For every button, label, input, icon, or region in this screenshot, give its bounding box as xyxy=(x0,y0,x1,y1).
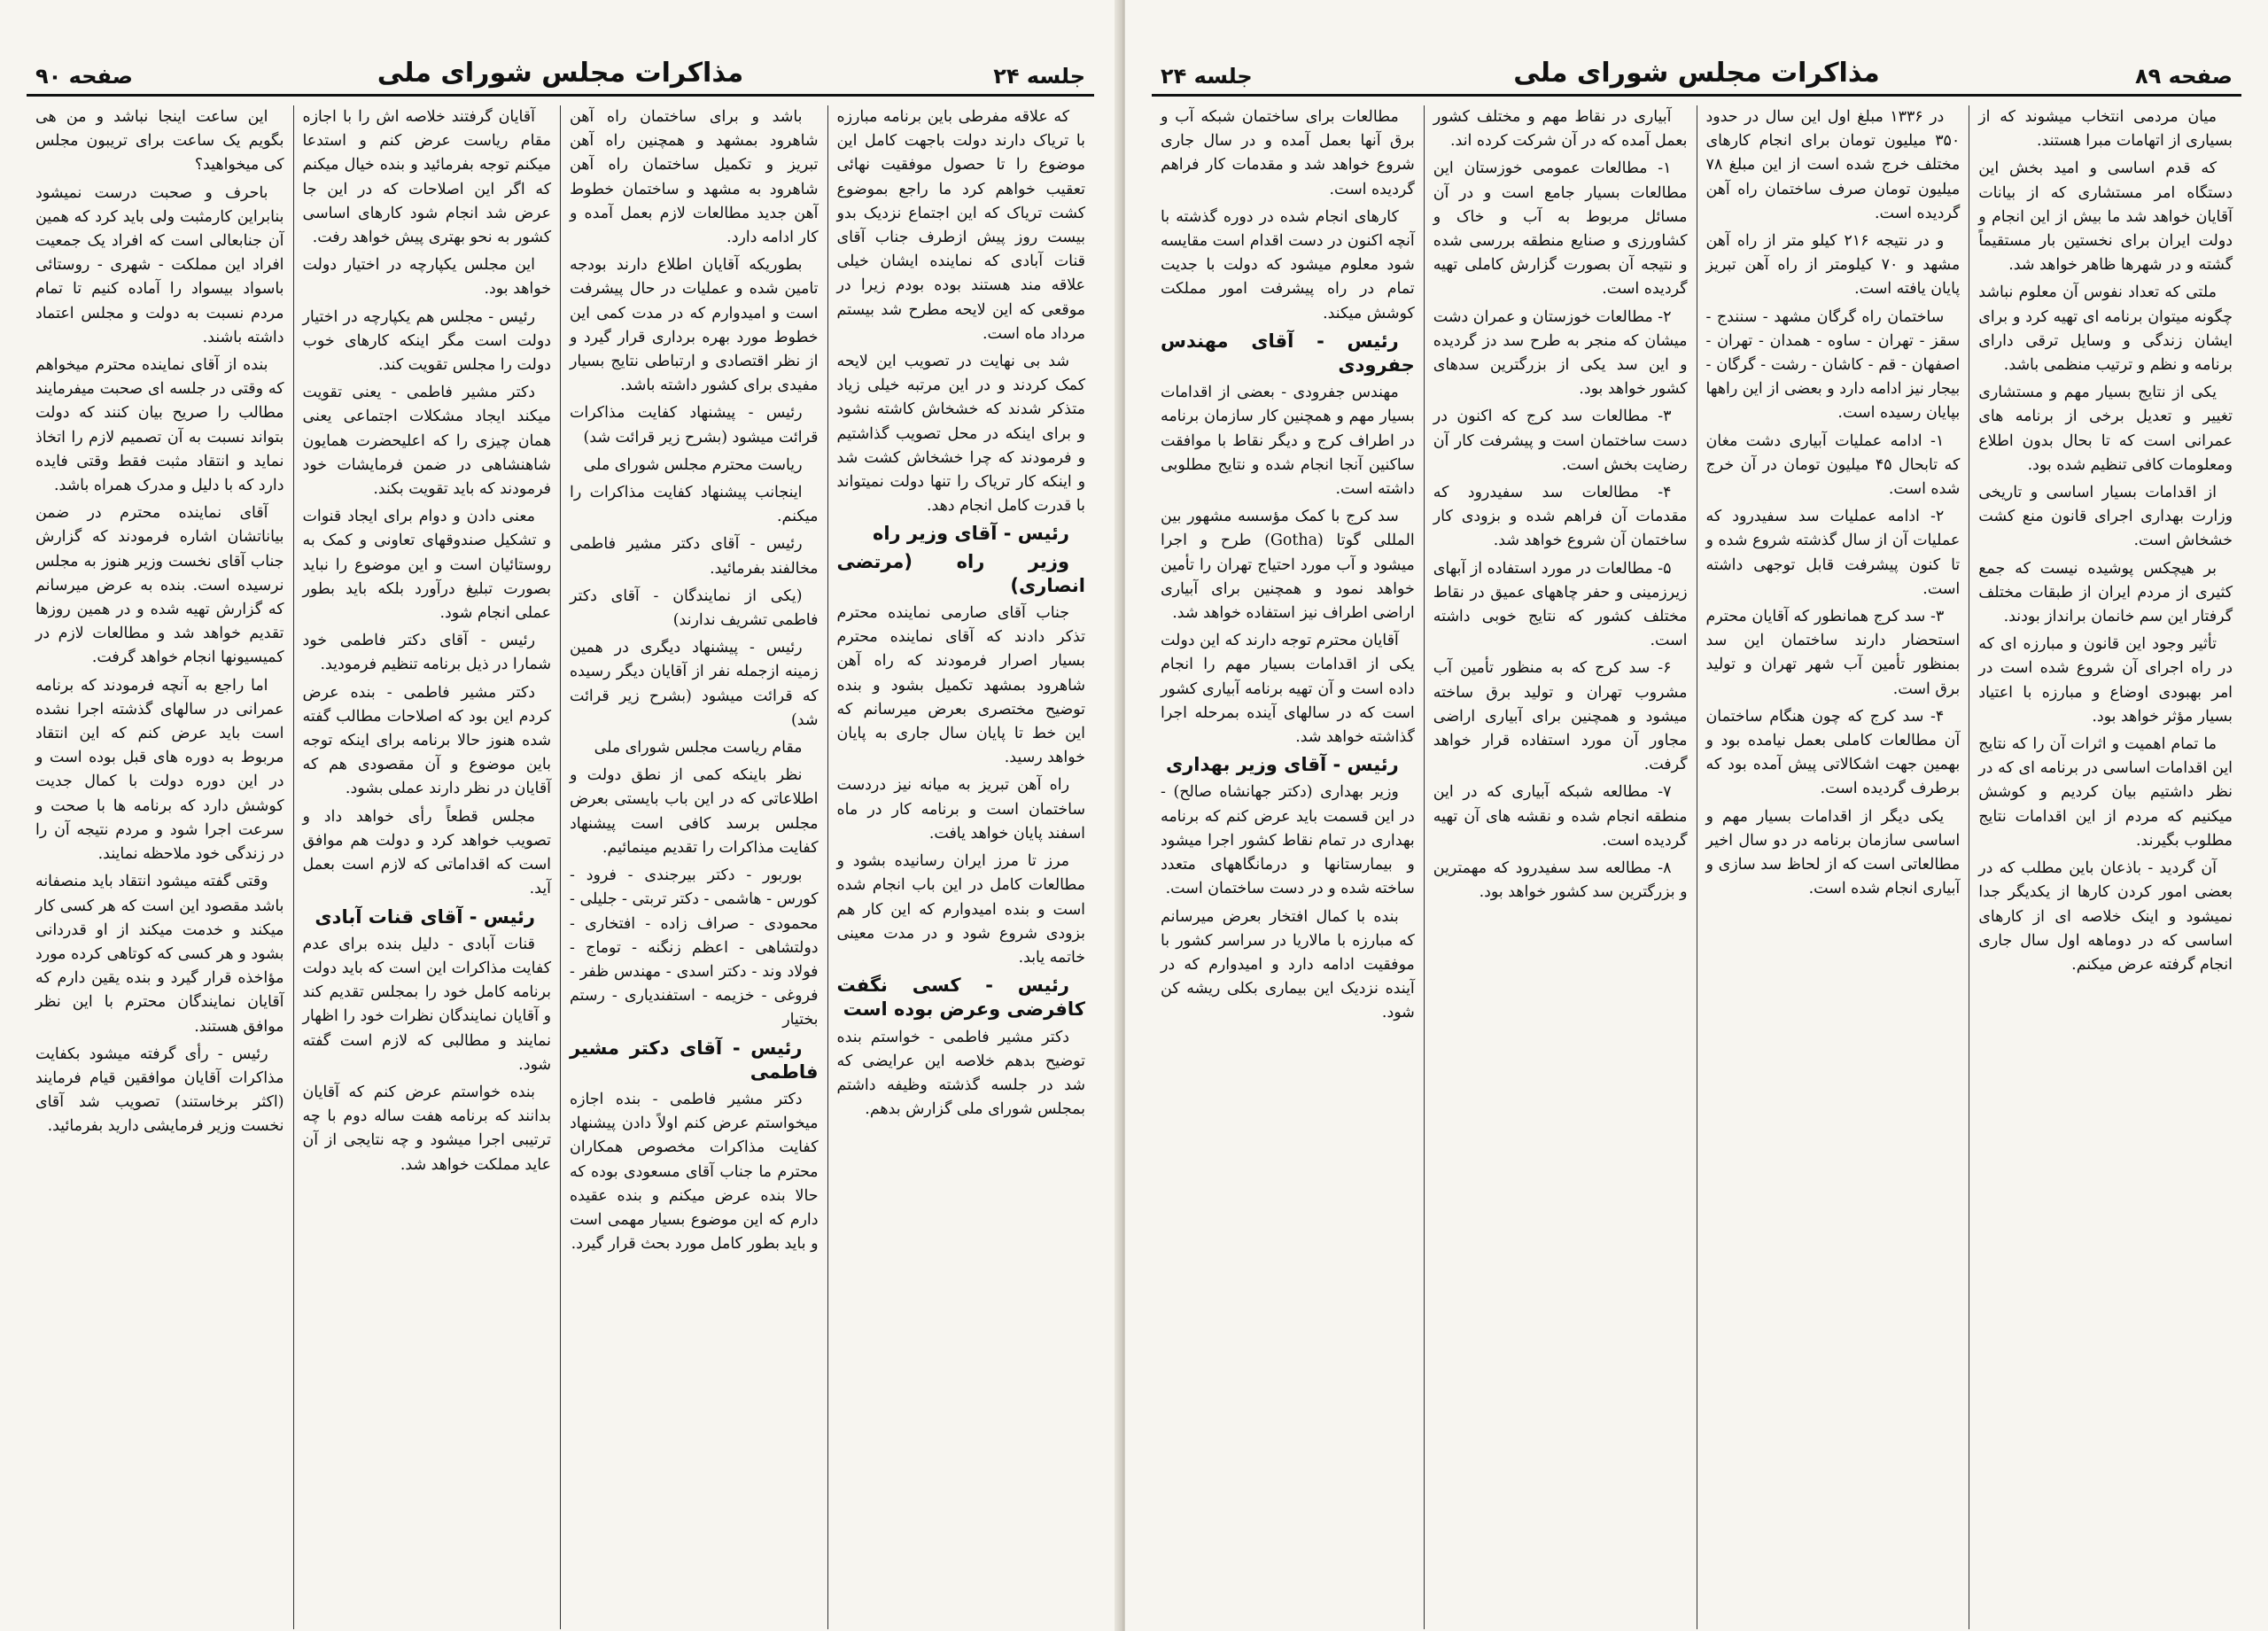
left-columns xyxy=(27,105,1094,1629)
paragraph: رئیس - پیشنهاد کفایت مذاکرات قرائت میشود (بشرح زیر قرائت شد) xyxy=(570,404,819,447)
paragraph: رئیس - کسی نگفت کافرضی وعرض بوده است xyxy=(836,975,1085,1021)
paragraph: مرز تا مرز ایران رسانیده بشود و مطالعات کامل در این باب انجام شده است و بنده امیدوارم که این کار هم بزودی شروع شود و در مدت معینی خاتمه یابد. xyxy=(836,852,1085,967)
page-number: صفحه ۸۹ xyxy=(2135,64,2233,89)
paragraph: وزیر بهداری (دکتر جهانشاه صالح) - در این قسمت باید عرض کنم که برنامه بهداری در تمام نقاط کشور اجرا میشود و بیمارستانها و درمانگاههای متعدد ساخته شده و در دست ساختمان است. xyxy=(1161,783,1415,898)
paragraph: ۱- مطالعات عمومی خوزستان این مطالعات بسیار جامع است و در آن مسائل مربوط به آب و خاک و کشاورزی و صنایع منطقه بررسی شده و نتیجه آن بصورت گزارش کاملی تهیه گردیده است. xyxy=(1433,159,1688,299)
column xyxy=(1697,105,1969,1629)
paragraph: بنده خواستم عرض کنم که آقایان بدانند که برنامه هفت ساله دوم با چه ترتیبی اجرا میشود و چه نتایجی از آن عاید مملکت خواهد شد. xyxy=(302,1083,551,1174)
paragraph: باشد و برای ساختمان راه آهن شاهرود بمشهد و همچنین راه آهن تبریز و تکمیل ساختمان راه آهن شاهرود به مشهد و ساختمان خطوط آهن جدید مطالعات لازم بعمل آمده و کار ادامه دارد. xyxy=(570,108,819,247)
paragraph: رئیس - پیشنهاد دیگری در همین زمینه ازجمله نفر از آقایان دیگر رسیده که قرائت میشود (بشرح زیر قرائت شد) xyxy=(570,639,819,729)
paragraph: آبیاری در نقاط مهم و مختلف کشور بعمل آمده که در آن شرکت کرده اند. xyxy=(1433,108,1688,151)
paragraph: راه آهن تبریز به میانه نیز دردست ساختمان است و برنامه کار در ماه اسفند پایان خواهد یافت. xyxy=(836,776,1085,843)
column xyxy=(827,105,1095,1629)
right-columns xyxy=(1152,105,2241,1629)
paragraph: یکی از نتایج بسیار مهم و مستشاری تغییر و تعدیل برخی از برنامه های عمرانی است که تا بحال بدون اطلاع ومعلومات کافی تنظیم شده بود. xyxy=(1978,384,2233,474)
paragraph: وزیر راه (مرتضی انصاری) xyxy=(836,550,1085,596)
right-page-header xyxy=(1152,34,2241,97)
paragraph: رئیس - آقای وزیر راه xyxy=(872,523,1069,545)
paragraph: مطالعات برای ساختمان شبکه آب و برق آنها بعمل آمده و در سال جاری شروع خواهد شد و مقدمات کار فراهم گردیده است. xyxy=(1161,108,1415,198)
paragraph: ساختمان راه گرگان مشهد - سنندج - سقز - تهران - ساوه - همدان - تهران - اصفهان - قم - کاشان - رشت - گرگان - بیجار نیز ادامه دارد و بعضی از این راهها بپایان رسیده است. xyxy=(1705,307,1961,423)
page-title: مذاکرات مجلس شورای ملی xyxy=(377,58,744,89)
paragraph: ۴- سد کرج که چون هنگام ساختمان آن مطالعات کاملی بعمل نیامده بود و بهمین جهت اشکالاتی پیش آمده بود که برطرف گردیده است. xyxy=(1705,707,1961,798)
paragraph: اما راجع به آنچه فرمودند که برنامه عمرانی در سالهای گذشته اجرا نشده است باید عرض کنم که این انتقاد مربوط به دوره های قبل بوده است و در این دوره دولت با کمال جدیت کوشش دارد که برنامه ها با صحت و سرعت اجرا شود و مردم نتیجه آن را در زندگی خود ملاحظه نمایند. xyxy=(35,676,284,864)
paragraph: رئیس - آقای دکتر مشیر فاطمی xyxy=(570,1037,819,1083)
paragraph: رئیس - رأی گرفته میشود بکفایت مذاکرات آقایان موافقین قیام فرمایند (اکثر برخاستند) تصویب شد آقای نخست وزیر فرمایشی دارید بفرمائید. xyxy=(35,1045,284,1136)
paragraph: ۳- سد کرج همانطور که آقایان محترم استحضار دارند ساختمان این سد بمنظور تأمین آب شهر تهران و تولید برق است. xyxy=(1705,608,1961,698)
paragraph: دکتر مشیر فاطمی - بنده عرض کردم این بود که اصلاحات مطالب گفته شده هنوز حالا برنامه برای اینکه توجه باین موضوع و آن مقصودی هم که آقایان در نظر دارند عملی بشود. xyxy=(302,683,551,798)
paragraph: رئیس - آقای وزیر بهداری xyxy=(1165,754,1399,776)
paragraph: ۲- ادامه عملیات سد سفیدرود که عملیات آن از سال گذشته شروع شده و تا کنون پیشرفت قابل توجهی داشته است. xyxy=(1705,508,1961,598)
paragraph: مقام ریاست مجلس شورای ملی xyxy=(594,739,803,757)
paragraph: که قدم اساسی و امید بخش این دستگاه امر مستشاری که از بیانات آقایان خواهد شد ما بیش از این انجام و دولت ایران برای نخستین بار مستقیماً گشته و در شهرها ظاهر خواهد شد. xyxy=(1978,159,2233,275)
paragraph: جناب آقای صارمی نماینده محترم تذکر دادند که آقای نماینده محترم بسیار اصرار فرمودند که راه آهن شاهرود بمشهد تکمیل بشود و بنده توضیح مختصری بعرض میرسانم که این خط تا پایان سال جاری به پایان خواهد رسید. xyxy=(836,604,1085,767)
paragraph: از اقدامات بسیار اساسی و تاریخی وزارت بهداری اجرای قانون منع کشت خشخاش است. xyxy=(1978,484,2233,550)
column xyxy=(293,105,561,1629)
session-number: جلسه ۲۴ xyxy=(993,64,1085,89)
paragraph: تأثیر وجود این قانون و مبارزه ای که در راه اجرای آن شروع شده است در امر بهبودی اوضاع و مبارزه با اعتیاد بسیار مؤثر خواهد بود. xyxy=(1978,635,2233,726)
paragraph: سد کرج با کمک مؤسسه مشهور بین المللی گوتا (Gotha) طرح و اجرا میشود و آب مورد احتیاج تهران را تأمین خواهد نمود و همچنین برای آبیاری اراضی اطراف نیز استفاده خواهد شد. xyxy=(1161,508,1415,623)
paragraph: دکتر مشیر فاطمی - بنده اجازه میخواستم عرض کنم اولاً دادن پیشنهاد کفایت مذاکرات مخصوص همکاران محترم ما جناب آقای مسعودی بوده که حالا بنده عرض میکنم و بنده عقیده دارم که این موضوع بسیار مهمی است و باید بطور کامل مورد بحث قرار گیرد. xyxy=(570,1090,819,1254)
left-page xyxy=(0,0,1121,1631)
paragraph: نظر باینکه کمی از نطق دولت و اطلاعاتی که در این باب بایستی بعرض مجلس برسد کافی است پیشنهاد کفایت مذاکرات را تقدیم مینمائیم. xyxy=(570,766,819,857)
paragraph: بطوریکه آقایان اطلاع دارند بودجه تامین شده و عملیات در حال پیشرفت است و امیدوارم که در مدت کمی این خطوط مورد بهره برداری قرار گیرد و از نظر اقتصادی و ارتباطی نتایج بسیار مفیدی برای کشور داشته باشد. xyxy=(570,256,819,395)
paragraph: وقتی گفته میشود انتقاد باید منصفانه باشد مقصود این است که هر کسی کار میکند و خدمت میکند از او قدردانی بشود و هر کسی که کوتاهی کرده مورد مؤاخذه قرار گیرد و بنده یقین دارم که آقایان نمایندگان محترم با این نظر موافق هستند. xyxy=(35,873,284,1036)
paragraph: ۸- مطالعه سد سفیدرود که مهمترین و بزرگترین سد کشور خواهد بود. xyxy=(1433,859,1688,902)
column xyxy=(27,105,293,1629)
paragraph: ریاست محترم مجلس شورای ملی xyxy=(583,455,803,474)
paragraph: شد بی نهایت در تصویب این لایحه کمک کردند و در این مرتبه خیلی زیاد متذکر شدند که خشخاش کاشته نشود و برای اینکه در محل تصویب گذاشتیم و فرمودند که چرا خشخاش کشت شد و اینکه کار تریاک را تنها دولت نمیتواند با قدرت کامل انجام دهد. xyxy=(836,353,1085,516)
paragraph: رئیس - آقای دکتر فاطمی خود شمارا در ذیل برنامه تنظیم فرمودید. xyxy=(302,632,551,674)
paragraph: بنده از آقای نماینده محترم میخواهم که وقتی در جلسه ای صحبت میفرمایند مطالب را صریح بیان کنند که دولت بتواند نسبت به آن تصمیم لازم را اتخاذ نماید و انتقاد مثبت فقط وقتی فایده دارد که با دلیل و مدرک همراه باشد. xyxy=(35,356,284,495)
paragraph: آقایان گرفتند خلاصه اش را با اجازه مقام ریاست عرض کنم و استدعا میکنم توجه بفرمائید و بنده خیال میکنم که اگر این اصلاحات که در این جا عرض شد انجام شود کارهای اساسی کشور به نحو بهتری پیش خواهد رفت. xyxy=(302,108,551,247)
paragraph: رئیس - آقای قنات آبادی xyxy=(315,905,535,928)
paragraph: آقای نماینده محترم در ضمن بیاناتشان اشاره فرمودند که گزارش جناب آقای نخست وزیر هنوز به مجلس نرسیده است. بنده به عرض میرسانم که گزارش تهیه شده و در همین روزها تقدیم خواهد شد و مطالعات لازم در کمیسیونها انجام خواهد گرفت. xyxy=(35,504,284,667)
paragraph: قنات آبادی - دلیل بنده برای عدم کفایت مذاکرات این است که باید دولت برنامه کامل خود را بمجلس تقدیم کند و آقایان نمایندگان نظرات خود را اظهار نمایند و مطالبی که لازم است گفته شود. xyxy=(302,935,551,1074)
paragraph: باحرف و صحبت درست نمیشود بنابراین کارمثبت ولی باید کرد که همین آن جنابعالی است که افراد یک جمعیت افراد این مملکت - شهری - روستائی باسواد بیسواد را آماده کنیم تا تمام مردم نسبت به دولت و مجلس اعتماد داشته باشند. xyxy=(35,183,284,346)
paragraph: بوربور - دکتر بیرجندی - فرود - کورس - هاشمی - دکتر تربتی - جلیلی - محمودی - صراف زاده - افتخاری - دولتشاهی - اعظم زنگنه - توماج - فولاد وند - دکتر اسدی - مهندس ظفر - فروغی - خزیمه - استفندیاری - رستم بختیار xyxy=(570,866,819,1029)
paragraph: میان مردمی انتخاب میشوند که از بسیاری از اتهامات مبرا هستند. xyxy=(1978,108,2233,151)
paragraph: ۷- مطالعه شبکه آبیاری که در این منطقه انجام شده و نقشه های آن تهیه گردیده است. xyxy=(1433,783,1688,850)
column xyxy=(560,105,827,1629)
page-number: صفحه ۹۰ xyxy=(35,64,133,89)
column xyxy=(1152,105,1424,1629)
paragraph: (یکی از نمایندگان - آقای دکتر فاطمی تشریف ندارند) xyxy=(570,586,819,630)
paragraph: مجلس قطعاً رأی خواهد داد و تصویب خواهد کرد و دولت هم موافق است که اقداماتی که لازم است بعمل آید. xyxy=(302,807,551,898)
paragraph: رئیس - آقای دکتر مشیر فاطمی مخالفند بفرمائید. xyxy=(570,535,819,578)
paragraph: دکتر مشیر فاطمی - خواستم بنده توضیح بدهم خلاصه این عرایضی که شد در جلسه گذشته وظیفه داشتم بمجلس شورای ملی گزارش بدهم. xyxy=(836,1028,1085,1119)
paragraph: رئیس - آقای مهندس جفرودی xyxy=(1161,330,1415,377)
paragraph: ۴- مطالعات سد سفیدرود که مقدمات آن فراهم شده و بزودی کار ساختمان آن شروع خواهد شد. xyxy=(1433,484,1688,550)
paragraph: ۳- مطالعات سد کرج که اکنون در دست ساختمان است و پیشرفت کار آن رضایت بخش است. xyxy=(1433,408,1688,474)
paragraph: ۶- سد کرج که به منظور تأمین آب مشروب تهران و تولید برق ساخته میشود و همچنین برای آبیاری اراضی مجاور آن مورد استفاده قرار خواهد گرفت. xyxy=(1433,659,1688,774)
paragraph: و در نتیجه ۲۱۶ کیلو متر از راه آهن مشهد و ۷۰ کیلومتر از راه آهن تبریز پایان یافته است. xyxy=(1705,232,1961,299)
paragraph: اینجانب پیشنهاد کفایت مذاکرات را میکنم. xyxy=(570,484,819,526)
paragraph: که علاقه مفرطی باین برنامه مبارزه با تریاک دارند دولت باجهت کامل این موضوع را تا حصول موفقیت نهائی تعقیب خواهم کرد ما راجع بموضوع کشت تریاک که این اجتماع نزدیک بدو بیست روز پیش ازطرف جناب آقای قنات آبادی که نماینده ایشان خیلی علاقه مند هستند بوده بودم زیرا در موقعی که این لایحه مطرح شد بیستم مرداد ماه است. xyxy=(836,108,1085,343)
session-number: جلسه ۲۴ xyxy=(1161,64,1253,89)
paragraph: این مجلس یکپارچه در اختیار دولت خواهد بود. xyxy=(302,256,551,299)
column xyxy=(1424,105,1697,1629)
paragraph: این ساعت اینجا نباشد و من هی بگویم یک ساعت برای تریبون مجلس کی میخواهید؟ xyxy=(35,108,284,175)
paragraph: آقایان محترم توجه دارند که این دولت یکی از اقدامات بسیار مهم را انجام داده است و آن تهیه برنامه آبیاری کشور است که در سالهای آینده بمرحله اجرا گذاشته خواهد شد. xyxy=(1161,632,1415,747)
paragraph: رئیس - مجلس هم یکپارچه در اختیار دولت است مگر اینکه کارهای خوب دولت را مجلس تقویت کند. xyxy=(302,307,551,375)
paragraph: مهندس جفرودی - بعضی از اقدامات بسیار مهم و همچنین کار سازمان برنامه در اطراف کرج و دیگر نقاط با موافقت ساکنین آنجا انجام شده و نتایج مطلوبی داشته است. xyxy=(1161,384,1415,499)
paragraph: آن گردید - باذعان باین مطلب که در بعضی امور کردن کارها از یکدیگر جدا نمیشود و اینک خلاصه ای از کارهای اساسی که در دوماهه اول سال جاری انجام گرفته عرض میکنم. xyxy=(1978,859,2233,974)
paragraph: ملتی که تعداد نفوس آن معلوم نباشد چگونه میتوان برنامه ای تهیه کرد و برای ایشان زندگی و وسایل ترقی دارای برنامه و نظم و ترتیب منظمی باشد. xyxy=(1978,283,2233,375)
paragraph: معنی دادن و دوام برای ایجاد قنوات و تشکیل صندوقهای تعاونی و کمک به روستائیان است و این موضوع را نباید بصورت تبلیغ درآورد بلکه باید بطور عملی انجام شود. xyxy=(302,508,551,623)
paragraph: یکی دیگر از اقدامات بسیار مهم و اساسی سازمان برنامه در دو سال اخیر مطالعاتی است که از لحاظ سد سازی و آبیاری انجام شده است. xyxy=(1705,807,1961,898)
page-title: مذاکرات مجلس شورای ملی xyxy=(1513,58,1880,89)
paragraph: در ۱۳۳۶ مبلغ اول این سال در حدود ۳۵۰ میلیون تومان برای انجام کارهای مختلف خرج شده است از این مبلغ ۷۸ میلیون تومان صرف ساختمان راه آهن گردیده است. xyxy=(1705,108,1961,222)
column xyxy=(1969,105,2241,1629)
paragraph: ۲- مطالعات خوزستان و عمران دشت میشان که منجر به طرح سد دز گردیده و این سد یکی از بزرگترین سدهای کشور خواهد بود. xyxy=(1433,307,1688,399)
left-page-header xyxy=(27,34,1094,97)
paragraph: ۵- مطالعات در مورد استفاده از آبهای زیرزمینی و حفر چاههای عمیق در نقاط مختلف کشور که نتایج خوبی داشته است. xyxy=(1433,559,1688,650)
paragraph: ما تمام اهمیت و اثرات آن را که نتایج این اقدامات اساسی در برنامه ای که در نظر داشتیم بیان کردیم و کوشش میکنیم که مردم از این اقدامات نتایج مطلوب بگیرند. xyxy=(1978,735,2233,850)
paragraph: کارهای انجام شده در دوره گذشته با آنچه اکنون در دست اقدام است مقایسه شود معلوم میشود که دولت با جدیت تمام در راه پیشرفت امور مملکت کوشش میکند. xyxy=(1161,207,1415,322)
paragraph: بر هیچکس پوشیده نیست که جمع کثیری از مردم ایران از طبقات مختلف گرفتار این سم خانمان برانداز بودند. xyxy=(1978,559,2233,626)
paragraph: ۱- ادامه عملیات آبیاری دشت مغان که تابحال ۴۵ میلیون تومان در آن خرج شده است. xyxy=(1705,431,1961,499)
paragraph: دکتر مشیر فاطمی - یعنی تقویت میکند ایجاد مشکلات اجتماعی یعنی همان چیزی را که اعلیحضرت همایون شاهنشاهی در ضمن فرمایشات خود فرمودند که باید تقویت بکند. xyxy=(302,384,551,499)
right-page xyxy=(1125,0,2268,1631)
paragraph: بنده با کمال افتخار بعرض میرسانم که مبارزه با مالاریا در سراسر کشور با موفقیت ادامه دارد و امیدوارم که در آینده نزدیک این بیماری بکلی ریشه کن شود. xyxy=(1161,907,1415,1022)
